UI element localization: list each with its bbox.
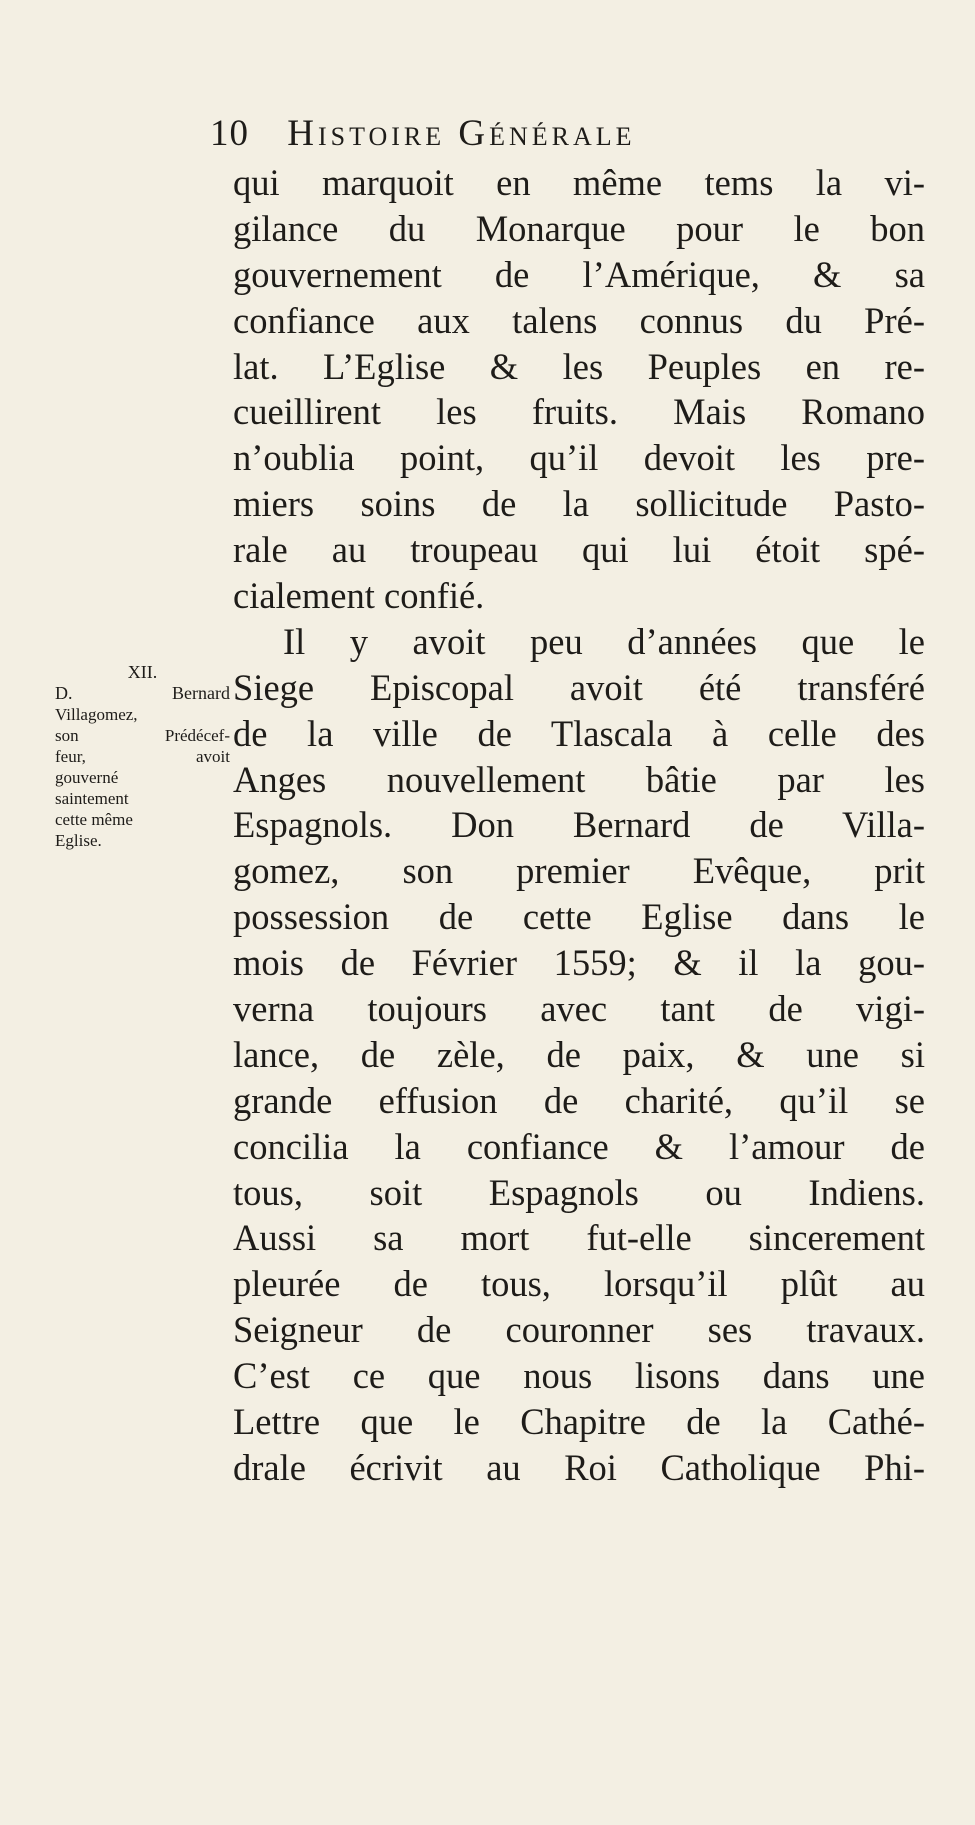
running-title: Histoire Générale [287, 113, 636, 154]
margin-note-line: cette même [55, 810, 133, 829]
margin-note-line: saintement [55, 789, 129, 808]
text-line: rale au troupeau qui lui étoit spé- [233, 529, 925, 571]
text-line: Siege Episcopal avoit été transféré [233, 666, 925, 708]
text-line: qui marquoit en même tems la vi- [233, 162, 925, 203]
margin-note [55, 662, 230, 851]
text-line: gomez, son premier Evêque, prit [233, 850, 925, 892]
paragraph-end-line: cialement confié. [233, 575, 485, 617]
text-line: confiance aux talens connus du Pré- [233, 299, 925, 341]
text-line: Espagnols. Don Bernard de Villa- [233, 804, 925, 846]
paragraph-start-line: Il y avoit peu d’années que le [283, 620, 925, 662]
text-line: n’oublia point, qu’il devoit les pre- [233, 437, 925, 479]
margin-note-line: gouverné [55, 768, 119, 787]
margin-note-line: Eglise. [55, 831, 102, 850]
text-line: de la ville de Tlascala à celle des [233, 712, 925, 754]
text-line: grande effusion de charité, qu’il se [233, 1079, 925, 1121]
text-line: drale écrivit au Roi Catholique Phi- [233, 1446, 925, 1488]
text-line: possession de cette Eglise dans le [233, 896, 925, 938]
text-line: C’est ce que nous lisons dans une [233, 1355, 925, 1397]
text-line: mois de Février 1559; & il la gou- [233, 942, 925, 984]
margin-note-line: Villagomez, [55, 705, 138, 724]
text-line: Aussi sa mort fut-elle sincerement [233, 1217, 925, 1259]
margin-note-line: D. Bernard [55, 683, 230, 703]
text-line: lat. L’Eglise & les Peuples en re- [233, 345, 925, 387]
text-line: concilia la confiance & l’amour de [233, 1125, 925, 1167]
margin-note-line: son Prédécef- [55, 726, 230, 745]
text-line: gilance du Monarque pour le bon [233, 207, 925, 249]
section-number: XII. [127, 662, 158, 682]
text-line: Anges nouvellement bâtie par les [233, 758, 925, 800]
text-line: Lettre que le Chapitre de la Cathé- [233, 1401, 925, 1443]
text-line: tous, soit Espagnols ou Indiens. [233, 1171, 925, 1213]
text-line: gouvernement de l’Amérique, & sa [233, 253, 925, 295]
text-line: cueillirent les fruits. Mais Romano [233, 391, 925, 433]
margin-note-line: feur, avoit [55, 747, 230, 766]
page-number: 10 [210, 113, 249, 154]
running-header [210, 112, 930, 158]
body-text [233, 160, 925, 1491]
text-line: verna toujours avec tant de vigi- [233, 988, 925, 1030]
text-line: lance, de zèle, de paix, & une si [233, 1033, 925, 1075]
text-line: Seigneur de couronner ses travaux. [233, 1309, 925, 1351]
text-line: pleurée de tous, lorsqu’il plût au [233, 1263, 925, 1305]
text-line: miers soins de la sollicitude Pasto- [233, 483, 925, 525]
